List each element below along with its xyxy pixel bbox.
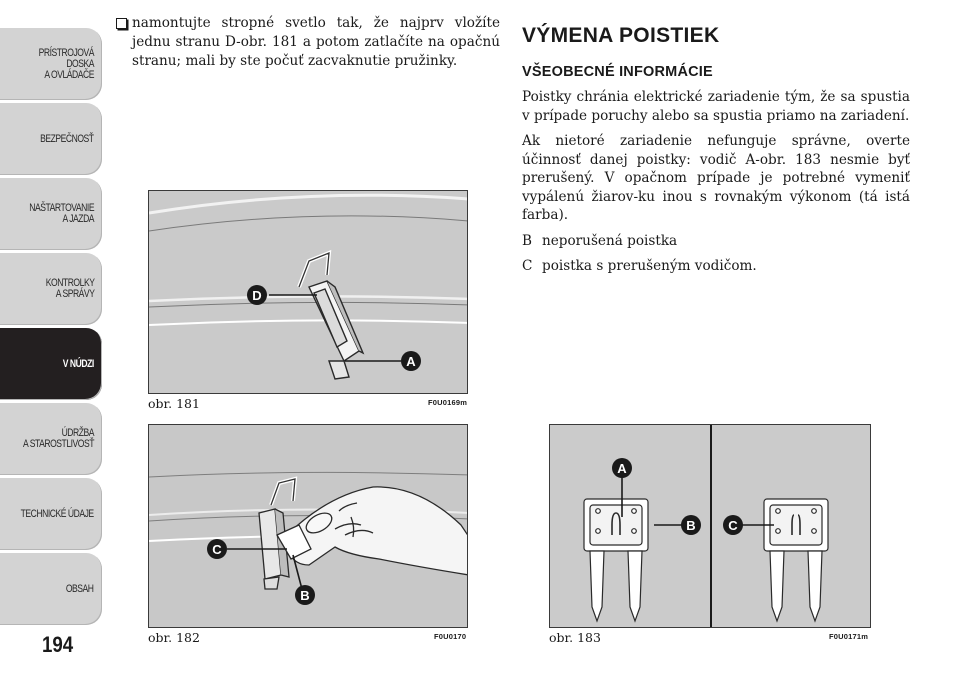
figure-182 <box>148 424 468 628</box>
figure-183-caption: obr. 183 <box>549 630 601 645</box>
bullet-text: namontujte stropné svetlo tak, že najprv vložíte jednu stranu D-obr. 181 a potom zatlačíte na opačnú stranu; mali by ste počuť zacvaknutie pružinky. <box>132 15 500 69</box>
figure-183-illustration <box>550 425 871 628</box>
list-item <box>522 257 910 276</box>
tab-udrzba[interactable] <box>0 403 102 475</box>
list-text: neporušená poistka <box>542 232 678 249</box>
tab-pristrojova-doska[interactable] <box>0 28 102 100</box>
page-number: 194 <box>42 632 74 657</box>
tab-label: KONTROLKY A SPRÁVY <box>45 277 94 300</box>
section-title: VÝMENA POISTIEK <box>522 24 720 47</box>
label-A: A <box>617 461 627 476</box>
figure-182-code: F0U0170 <box>434 632 467 641</box>
tab-technicke-udaje[interactable] <box>0 478 102 550</box>
tab-label: V NÚDZI <box>62 357 94 370</box>
figure-181-code: F0U0169m <box>428 398 468 407</box>
tab-bezpecnost[interactable] <box>0 103 102 175</box>
tab-obsah[interactable] <box>0 553 102 625</box>
label-C: C <box>728 518 738 533</box>
figure-183-code: F0U0171m <box>829 632 869 641</box>
right-column <box>522 24 910 283</box>
label-C: C <box>212 542 222 557</box>
label-A: A <box>406 354 416 369</box>
tab-label: PRÍSTROJOVÁ DOSKA A OVLÁDAČE <box>38 46 94 81</box>
figure-183 <box>549 424 871 628</box>
list-item <box>522 232 910 251</box>
figure-182-illustration <box>149 425 468 628</box>
checkbox-bullet-icon <box>116 18 127 29</box>
figure-181 <box>148 190 468 394</box>
paragraph: Ak nietoré zariadenie nefunguje správne, overte účinnosť danej poistky: vodič A-obr. 183 nesmie byť prerušený. V opačnom prípade je potrebné vymeniť vypálenú žiarov-ku inou s rovnakým výkonom (tá istá farba). <box>522 133 910 223</box>
list-key: B <box>522 232 532 249</box>
tab-kontrolky[interactable] <box>0 253 102 325</box>
instruction-bullet <box>116 14 500 71</box>
figure-181-caption: obr. 181 <box>148 396 200 411</box>
tab-label: NAŠTARTOVANIE A JAZDA <box>29 202 94 225</box>
figure-182-caption: obr. 182 <box>148 630 200 645</box>
tab-label: TECHNICKÉ ÚDAJE <box>20 507 94 520</box>
list-text: poistka s prerušeným vodičom. <box>542 258 757 274</box>
list-key: C <box>522 258 533 274</box>
label-B: B <box>686 518 696 533</box>
figure-181-illustration <box>149 191 468 394</box>
section-subtitle: VŠEOBECNÉ INFORMÁCIE <box>522 64 713 80</box>
label-D: D <box>252 288 262 303</box>
tab-label: OBSAH <box>66 582 94 595</box>
tab-nastartovanie[interactable] <box>0 178 102 250</box>
tab-v-nudzi[interactable] <box>0 328 102 400</box>
tab-label: ÚDRŽBA A STAROSTLIVOSŤ <box>22 427 94 450</box>
tab-label: BEZPEČNOSŤ <box>40 132 94 145</box>
label-B: B <box>300 588 310 603</box>
paragraph: Poistky chránia elektrické zariadenie tým, že sa spustia v prípade poruchy alebo sa spustia priamo na zariadení. <box>522 89 910 124</box>
